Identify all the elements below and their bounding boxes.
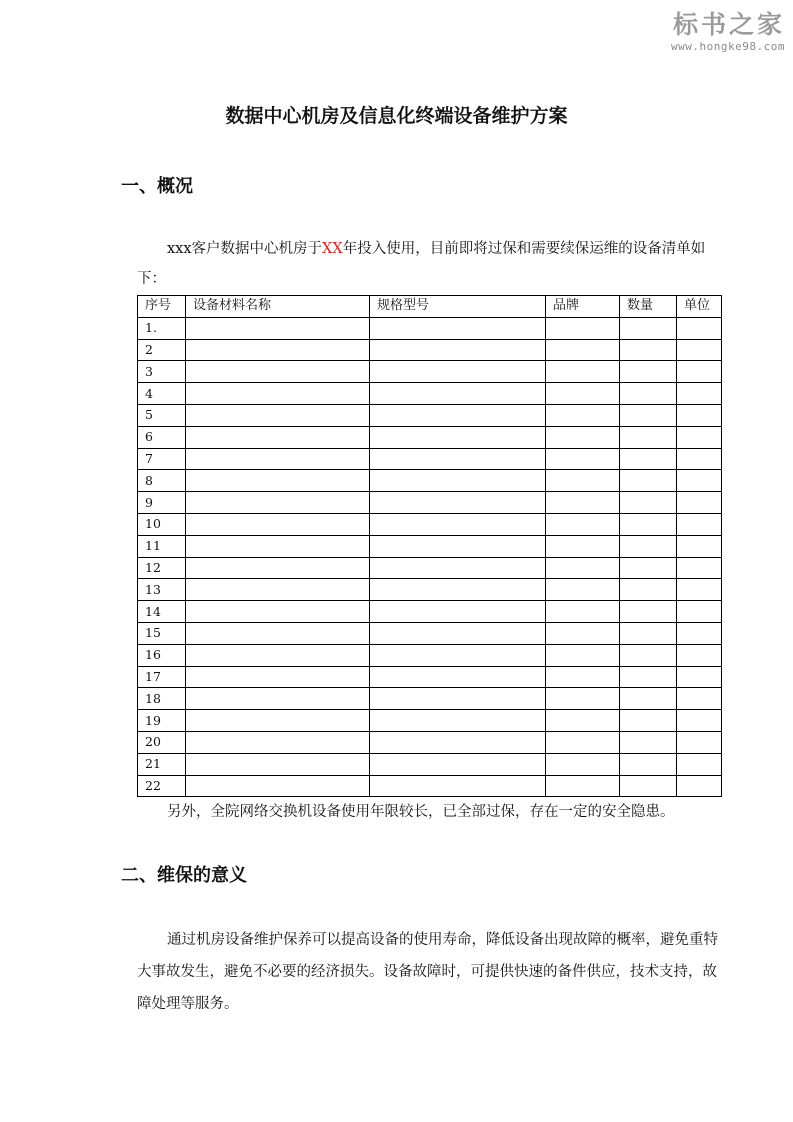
row-model-cell <box>370 535 546 557</box>
row-model-cell <box>370 710 546 732</box>
row-name-cell <box>186 317 370 339</box>
row-brand-cell <box>546 579 620 601</box>
row-model-cell <box>370 317 546 339</box>
row-unit-cell <box>677 426 722 448</box>
section-2-heading: 二、维保的意义 <box>121 865 247 886</box>
row-name-cell <box>186 470 370 492</box>
row-quantity-cell <box>620 426 677 448</box>
row-index-cell: 19 <box>138 710 186 732</box>
row-quantity-cell <box>620 666 677 688</box>
row-index-cell: 18 <box>138 688 186 710</box>
row-name-cell <box>186 535 370 557</box>
row-quantity-cell <box>620 557 677 579</box>
row-model-cell <box>370 666 546 688</box>
row-model-cell <box>370 601 546 623</box>
row-unit-cell <box>677 317 722 339</box>
row-quantity-cell <box>620 513 677 535</box>
row-quantity-cell <box>620 339 677 361</box>
row-index-cell: 12 <box>138 557 186 579</box>
row-model-cell <box>370 426 546 448</box>
row-unit-cell <box>677 557 722 579</box>
row-index-cell: 10 <box>138 513 186 535</box>
row-model-cell <box>370 622 546 644</box>
row-index-cell: 5 <box>138 404 186 426</box>
row-unit-cell <box>677 644 722 666</box>
row-unit-cell <box>677 448 722 470</box>
row-name-cell <box>186 731 370 753</box>
row-unit-cell <box>677 710 722 732</box>
intro-suffix: 年投入使用，目前即将过保和需要续保运维的设备清单如下： <box>137 241 706 287</box>
row-brand-cell <box>546 688 620 710</box>
row-name-cell <box>186 383 370 405</box>
row-unit-cell <box>677 688 722 710</box>
row-quantity-cell <box>620 644 677 666</box>
column-header-quantity: 数量 <box>620 296 677 318</box>
row-unit-cell <box>677 383 722 405</box>
row-unit-cell <box>677 513 722 535</box>
row-name-cell <box>186 426 370 448</box>
row-model-cell <box>370 775 546 797</box>
row-brand-cell <box>546 775 620 797</box>
row-index-cell: 9 <box>138 492 186 514</box>
row-model-cell <box>370 339 546 361</box>
row-brand-cell <box>546 644 620 666</box>
table-row <box>138 644 722 666</box>
row-index-cell: 15 <box>138 622 186 644</box>
section-2-paragraph: 通过机房设备维护保养可以提高设备的使用寿命，降低设备出现故障的概率，避免重特大事故发生，避免不必要的经济损失。设备故障时，可提供快速的备件供应，技术支持，故障处理等服务。 <box>137 932 718 1012</box>
row-index-cell: 2 <box>138 339 186 361</box>
row-name-cell <box>186 644 370 666</box>
row-unit-cell <box>677 622 722 644</box>
row-unit-cell <box>677 666 722 688</box>
table-header-row <box>138 296 722 318</box>
row-quantity-cell <box>620 753 677 775</box>
column-header-name: 设备材料名称 <box>186 296 370 318</box>
row-unit-cell <box>677 535 722 557</box>
table-row <box>138 579 722 601</box>
brand-logo-url: www.hongke98.com <box>671 40 785 53</box>
column-header-unit: 单位 <box>677 296 722 318</box>
brand-logo-title: 标书之家 <box>672 10 785 39</box>
row-name-cell <box>186 579 370 601</box>
table-row <box>138 492 722 514</box>
row-index-cell: 11 <box>138 535 186 557</box>
row-name-cell <box>186 666 370 688</box>
column-header-model: 规格型号 <box>370 296 546 318</box>
row-name-cell <box>186 622 370 644</box>
row-brand-cell <box>546 383 620 405</box>
row-brand-cell <box>546 710 620 732</box>
equipment-table <box>137 295 722 797</box>
row-quantity-cell <box>620 775 677 797</box>
section-1-heading: 一、概况 <box>121 176 193 197</box>
row-brand-cell <box>546 557 620 579</box>
table-row <box>138 710 722 732</box>
row-model-cell <box>370 753 546 775</box>
row-unit-cell <box>677 775 722 797</box>
table-row <box>138 601 722 623</box>
row-brand-cell <box>546 753 620 775</box>
section-1-note: 另外，全院网络交换机设备使用年限较长，已全部过保，存在一定的安全隐患。 <box>167 804 675 820</box>
table-row <box>138 339 722 361</box>
row-model-cell <box>370 404 546 426</box>
row-quantity-cell <box>620 492 677 514</box>
brand-logo <box>671 10 785 54</box>
row-brand-cell <box>546 339 620 361</box>
row-quantity-cell <box>620 404 677 426</box>
table-row <box>138 470 722 492</box>
row-index-cell: 20 <box>138 731 186 753</box>
row-model-cell <box>370 688 546 710</box>
table-row <box>138 753 722 775</box>
row-model-cell <box>370 644 546 666</box>
row-quantity-cell <box>620 688 677 710</box>
row-model-cell <box>370 470 546 492</box>
row-name-cell <box>186 753 370 775</box>
row-name-cell <box>186 339 370 361</box>
row-quantity-cell <box>620 383 677 405</box>
row-index-cell: 14 <box>138 601 186 623</box>
row-unit-cell <box>677 404 722 426</box>
row-index-cell: 4 <box>138 383 186 405</box>
row-name-cell <box>186 601 370 623</box>
table-row <box>138 317 722 339</box>
row-brand-cell <box>546 361 620 383</box>
row-name-cell <box>186 710 370 732</box>
row-index-cell: 17 <box>138 666 186 688</box>
table-row <box>138 404 722 426</box>
row-quantity-cell <box>620 448 677 470</box>
row-unit-cell <box>677 731 722 753</box>
row-index-cell: 21 <box>138 753 186 775</box>
row-model-cell <box>370 579 546 601</box>
section-1-intro <box>137 234 722 294</box>
row-brand-cell <box>546 448 620 470</box>
column-header-index: 序号 <box>138 296 186 318</box>
table-row <box>138 666 722 688</box>
row-quantity-cell <box>620 579 677 601</box>
row-model-cell <box>370 492 546 514</box>
table-row <box>138 731 722 753</box>
row-unit-cell <box>677 579 722 601</box>
table-row <box>138 535 722 557</box>
row-index-cell: 6 <box>138 426 186 448</box>
table-row <box>138 513 722 535</box>
row-brand-cell <box>546 731 620 753</box>
row-quantity-cell <box>620 601 677 623</box>
row-name-cell <box>186 361 370 383</box>
intro-year-placeholder: XX <box>322 241 343 257</box>
document-title: 数据中心机房及信息化终端设备维护方案 <box>225 105 568 127</box>
row-name-cell <box>186 492 370 514</box>
row-brand-cell <box>546 666 620 688</box>
row-quantity-cell <box>620 317 677 339</box>
row-index-cell: 16 <box>138 644 186 666</box>
table-row <box>138 383 722 405</box>
row-index-cell: 8 <box>138 470 186 492</box>
row-brand-cell <box>546 492 620 514</box>
row-quantity-cell <box>620 731 677 753</box>
row-model-cell <box>370 448 546 470</box>
row-quantity-cell <box>620 622 677 644</box>
row-index-cell: 1. <box>138 317 186 339</box>
row-model-cell <box>370 361 546 383</box>
row-index-cell: 7 <box>138 448 186 470</box>
intro-prefix: xxx客户数据中心机房于 <box>167 241 323 257</box>
row-quantity-cell <box>620 710 677 732</box>
row-unit-cell <box>677 361 722 383</box>
row-index-cell: 3 <box>138 361 186 383</box>
row-name-cell <box>186 775 370 797</box>
row-brand-cell <box>546 601 620 623</box>
row-brand-cell <box>546 470 620 492</box>
row-unit-cell <box>677 492 722 514</box>
table-row <box>138 622 722 644</box>
row-brand-cell <box>546 317 620 339</box>
row-brand-cell <box>546 404 620 426</box>
table-row <box>138 448 722 470</box>
row-model-cell <box>370 383 546 405</box>
row-unit-cell <box>677 470 722 492</box>
row-name-cell <box>186 688 370 710</box>
row-unit-cell <box>677 601 722 623</box>
column-header-brand: 品牌 <box>546 296 620 318</box>
row-index-cell: 13 <box>138 579 186 601</box>
row-brand-cell <box>546 513 620 535</box>
row-brand-cell <box>546 535 620 557</box>
table-row <box>138 426 722 448</box>
table-row <box>138 775 722 797</box>
row-name-cell <box>186 557 370 579</box>
row-quantity-cell <box>620 470 677 492</box>
row-quantity-cell <box>620 361 677 383</box>
table-body <box>138 317 722 797</box>
row-model-cell <box>370 557 546 579</box>
row-name-cell <box>186 448 370 470</box>
row-brand-cell <box>546 622 620 644</box>
table-row <box>138 557 722 579</box>
row-brand-cell <box>546 426 620 448</box>
table-row <box>138 361 722 383</box>
row-name-cell <box>186 404 370 426</box>
row-index-cell: 22 <box>138 775 186 797</box>
row-model-cell <box>370 513 546 535</box>
row-unit-cell <box>677 753 722 775</box>
row-quantity-cell <box>620 535 677 557</box>
table-row <box>138 688 722 710</box>
row-model-cell <box>370 731 546 753</box>
row-name-cell <box>186 513 370 535</box>
row-unit-cell <box>677 339 722 361</box>
